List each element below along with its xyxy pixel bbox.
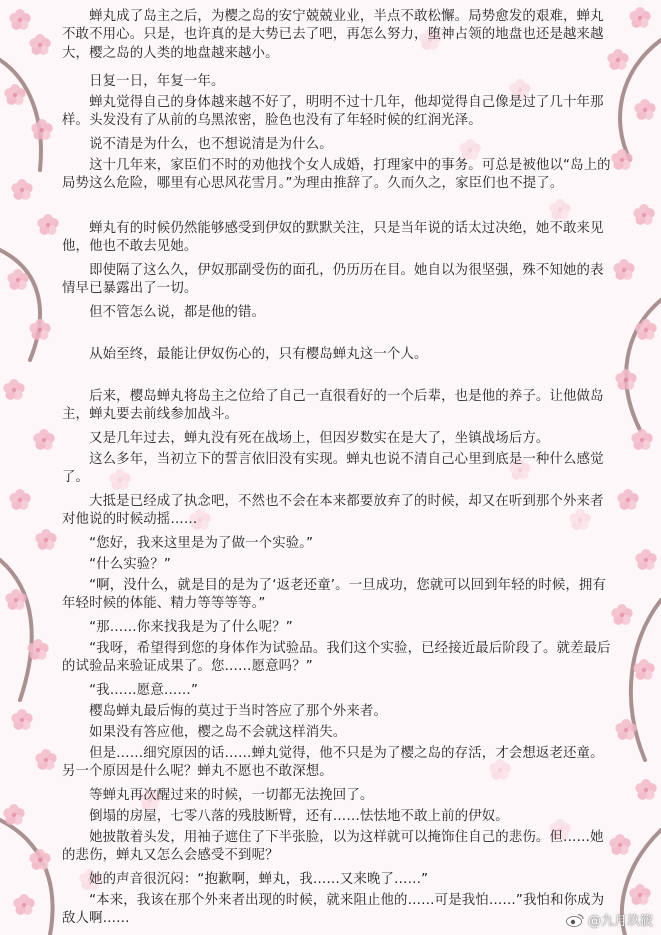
- dialogue-line: “我……愿意……”: [62, 683, 199, 698]
- watermark-text: @九月玖筱: [587, 914, 653, 929]
- dialogue-line: “那……你来找我是为了什么呢？”: [62, 620, 293, 635]
- paragraph: 日复一日，年复一年。: [62, 74, 225, 89]
- dialogue-line: “我呀，希望得到您的身体作为试验品。我们这个实验，已经接近最后阶段了。就差最后的试验品来验证成果了。您……愿意吗？”: [62, 641, 611, 675]
- paragraph: 倒塌的房屋，七零八落的残肢断臂，还有……怯怯地不敢上前的伊奴。: [62, 809, 509, 824]
- paragraph: 这十几年来，家臣们不时的劝他找个女人成婚，打理家中的事务。可总是被他以“岛上的局势这么危险，哪里有心思风花雪月。”为理由推辞了。久而久之，家臣们也不提了。: [62, 158, 611, 192]
- dialogue-line: 她的声音很沉闷：“抱歉啊，蝉丸，我……又来晚了……”: [62, 872, 429, 887]
- paragraph: 后来，樱岛蝉丸将岛主之位给了自己一直很看好的一个后辈，也是他的养子。让他做岛主，蝉丸要去前线参加战斗。: [62, 389, 604, 423]
- dialogue-line: “什么实验？”: [62, 557, 171, 572]
- paragraph: 樱岛蝉丸最后悔的莫过于当时答应了那个外来者。: [62, 704, 387, 719]
- paragraph: 蝉丸有的时候仍然能够感受到伊奴的默默关注，只是当年说的话太过决绝，她不敢来见他，他也不敢去见她。: [62, 221, 604, 255]
- paragraph: 她披散着头发，用袖子遮住了下半张脸，以为这样就可以掩饰住自己的悲伤。但……她的悲伤，蝉丸又怎么会感受不到呢？: [62, 830, 604, 864]
- paragraph: 如果没有答应他，樱之岛不会就这样消失。: [62, 725, 347, 740]
- paragraph: 又是几年过去，蝉丸没有死在战场上，但因岁数实在是大了，坐镇战场后方。: [62, 431, 550, 446]
- paragraph: 即使隔了这么久，伊奴那副受伤的面孔，仍历历在目。她自以为很坚强，殊不知她的表情早已暴露出了一切。: [62, 263, 604, 297]
- paragraph: 大抵是已经成了执念吧，不然也不会在本来都要放弃了的时候，却又在听到那个外来者对他说的时候动摇……: [62, 494, 604, 528]
- paragraph: 但是……细究原因的话……蝉丸觉得，他不只是为了樱之岛的存活，才会想返老还童。另一个原因是什么呢？蝉丸不愿也不敢深想。: [62, 746, 604, 780]
- paragraph: 从始至终，最能让伊奴伤心的，只有樱岛蝉丸这一个人。: [62, 347, 428, 362]
- paragraph: 蝉丸成了岛主之后，为樱之岛的安宁兢兢业业，半点不敢松懈。局势愈发的艰难，蝉丸不敢不用心。只是，也许真的是大势已去了吧，再怎么努力，堕神占领的地盘也还是越来越大，樱之岛的人类的地盘越来越小。: [62, 9, 604, 61]
- paragraph: 这么多年，当初立下的誓言依旧没有实现。蝉丸也说不清自己心里到底是一种什么感觉了。: [62, 452, 604, 486]
- paragraph: 说不清是为什么，也不想说清是为什么。: [62, 137, 333, 152]
- weibo-watermark: [566, 910, 653, 929]
- paragraph: 等蝉丸再次醒过来的时候，一切都无法挽回了。: [62, 788, 374, 803]
- dialogue-line: “啊，没什么，就是目的是为了‘返老还童’。一旦成功，您就可以回到年轻的时候，拥有年轻时候的体能、精力等等等等。”: [62, 578, 606, 612]
- dialogue-line: “本来，我该在那个外来者出现的时候，就来阻止他的……可是我怕……”我怕和你成为敌人啊……: [62, 893, 605, 927]
- paragraph: 蝉丸觉得自己的身体越来越不好了，明明不过十几年，他却觉得自己像是过了几十年那样。头发没有了从前的乌黑浓密，脸色也没有了年轻时候的红润光泽。: [62, 95, 604, 129]
- weibo-icon: [566, 913, 584, 927]
- paragraph: 但不管怎么说，都是他的错。: [62, 305, 266, 320]
- dialogue-line: “您好，我来这里是为了做一个实验。”: [62, 536, 314, 551]
